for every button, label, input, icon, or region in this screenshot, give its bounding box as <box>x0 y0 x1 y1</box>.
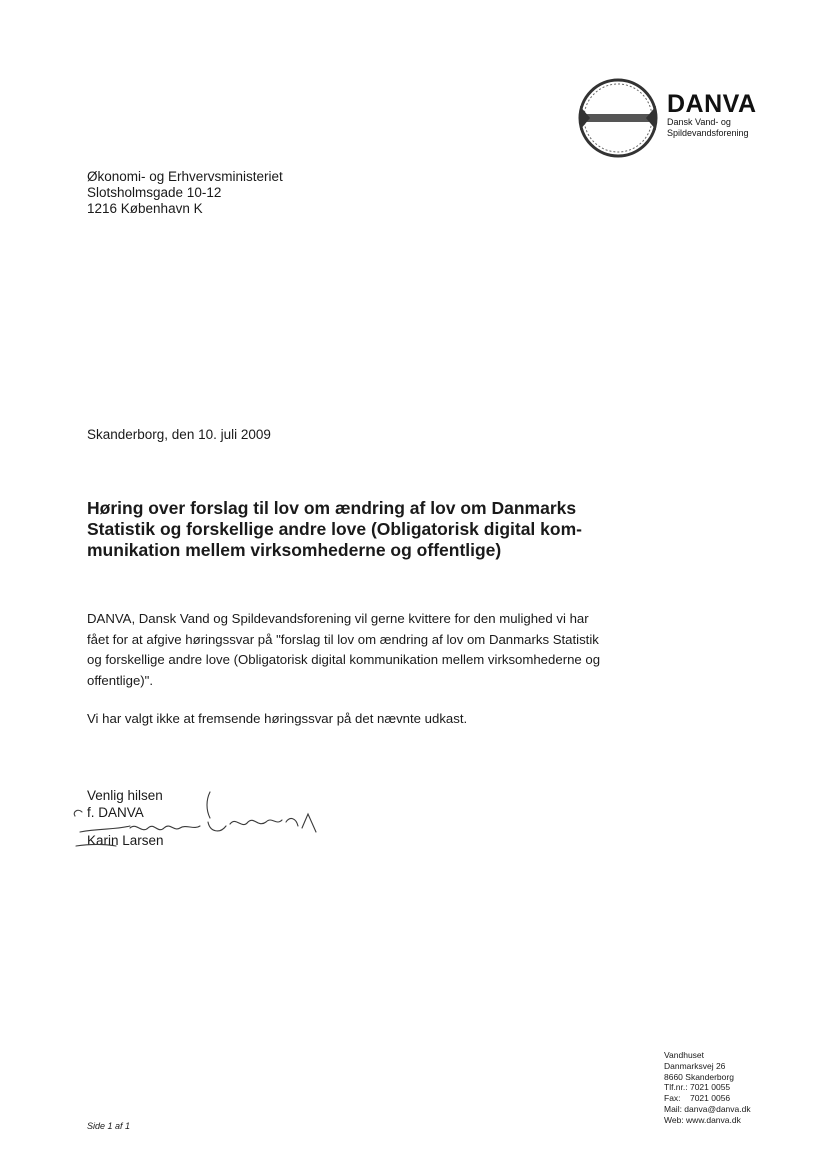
signature-icon <box>70 788 330 858</box>
on-behalf: f. DANVA <box>87 804 144 820</box>
brand-tagline-line: Spildevandsforening <box>667 128 749 138</box>
subject-line: munikation mellem virksomhederne og offentlige) <box>87 540 502 560</box>
signer-name: Karin Larsen <box>87 833 164 848</box>
letter-body <box>87 609 657 748</box>
greeting: Venlig hilsen <box>87 788 163 803</box>
brand-tagline-line: Dansk Vand- og <box>667 117 731 127</box>
recipient-line: 1216 København K <box>87 201 203 216</box>
danva-logo-icon <box>576 76 660 160</box>
brand-name: DANVA <box>667 90 757 118</box>
contact-line: Tlf.nr.: 7021 0055 <box>664 1082 731 1093</box>
body-paragraph: Vi har valgt ikke at fremsende høringssvar på det nævnte udkast. <box>87 711 468 726</box>
contact-line: Mail: danva@danva.dk <box>664 1103 751 1114</box>
recipient-address <box>87 169 283 217</box>
subject-line: Statistik og forskellige andre love (Obligatorisk digital kom- <box>87 519 582 539</box>
recipient-line: Økonomi- og Erhvervsministeriet <box>87 169 283 184</box>
contact-info <box>664 1050 751 1126</box>
page-number: Side 1 af 1 <box>87 1121 131 1131</box>
body-line: DANVA, Dansk Vand og Spildevandsforening vil gerne kvittere for den mulighed vi har <box>87 611 589 626</box>
contact-line: 8660 Skanderborg <box>664 1071 734 1082</box>
body-line: fået for at afgive høringssvar på "forslag til lov om ændring af lov om Danmarks Statistik <box>87 631 599 647</box>
body-paragraph <box>87 609 657 691</box>
contact-line: Fax: 7021 0056 <box>664 1093 731 1104</box>
subject-line: Høring over forslag til lov om ændring af lov om Danmarks <box>87 498 577 518</box>
contact-line: Danmarksvej 26 <box>664 1060 726 1071</box>
contact-line: Web: www.danva.dk <box>664 1114 741 1125</box>
contact-line: Vandhuset <box>664 1050 705 1060</box>
recipient-line: Slotsholmsgade 10-12 <box>87 185 222 200</box>
letter-subject <box>87 498 647 561</box>
brand-tagline <box>667 117 749 139</box>
body-line: offentlige)". <box>87 672 154 688</box>
date-line: Skanderborg, den 10. juli 2009 <box>87 427 271 442</box>
body-line: og forskellige andre love (Obligatorisk digital kommunikation mellem virksomhederne og <box>87 652 601 667</box>
